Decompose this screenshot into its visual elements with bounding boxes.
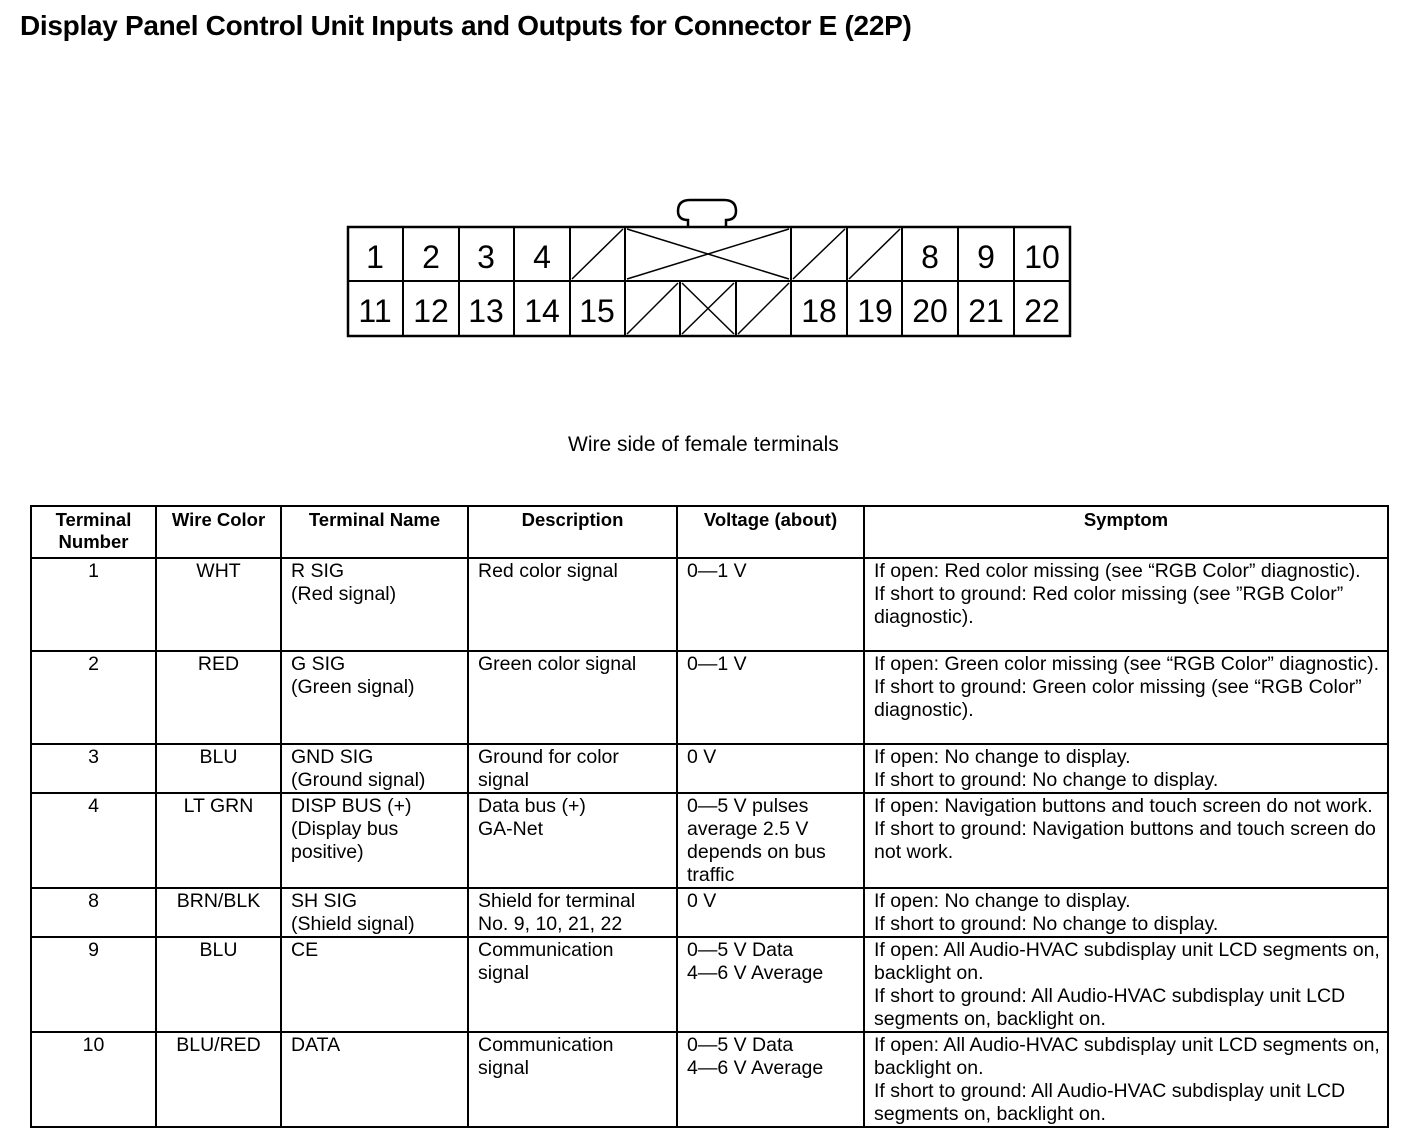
cell-terminal: 1 xyxy=(31,558,156,651)
cell-terminal: 8 xyxy=(31,888,156,937)
header-voltage: Voltage (about) xyxy=(677,506,864,558)
cell-terminal-name: G SIG (Green signal) xyxy=(281,651,468,744)
table-header-row xyxy=(31,506,1388,558)
table-row xyxy=(31,651,1388,744)
header-symptom: Symptom xyxy=(864,506,1388,558)
cell-voltage: 0 V xyxy=(677,744,864,793)
io-table xyxy=(30,505,1389,1128)
table-row xyxy=(31,793,1388,888)
cell-description: Communication signal xyxy=(468,1032,677,1127)
pin-label: 8 xyxy=(921,239,939,275)
cell-voltage: 0—5 V Data 4—6 V Average xyxy=(677,1032,864,1127)
connector-empty-cavities-bottom xyxy=(627,283,789,334)
page-title: Display Panel Control Unit Inputs and Outputs for Connector E (22P) xyxy=(20,10,912,41)
cell-voltage: 0—5 V Data 4—6 V Average xyxy=(677,937,864,1032)
pin-label: 15 xyxy=(579,293,615,329)
pin-label: 4 xyxy=(533,239,551,275)
pin-label: 10 xyxy=(1024,239,1060,275)
cell-voltage: 0—5 V pulses average 2.5 V depends on bus traffic xyxy=(677,793,864,888)
connector-empty-cavities-top xyxy=(572,229,900,279)
cell-terminal-name: CE xyxy=(281,937,468,1032)
cell-description: Ground for color signal xyxy=(468,744,677,793)
cell-wire-color: BRN/BLK xyxy=(156,888,281,937)
header-wire-color: Wire Color xyxy=(156,506,281,558)
cell-symptom: If open: Red color missing (see “RGB Color” diagnostic). If short to ground: Red color missing (see ”RGB Color” diagnostic). xyxy=(864,558,1388,651)
table-row xyxy=(31,1032,1388,1127)
cell-wire-color: RED xyxy=(156,651,281,744)
pin-label: 1 xyxy=(366,239,384,275)
table-row xyxy=(31,744,1388,793)
table-row xyxy=(31,888,1388,937)
table-row xyxy=(31,937,1388,1032)
cell-wire-color: LT GRN xyxy=(156,793,281,888)
connector-bottom-pins xyxy=(358,293,1059,329)
cell-terminal: 9 xyxy=(31,937,156,1032)
cell-terminal-name: R SIG (Red signal) xyxy=(281,558,468,651)
cell-terminal: 10 xyxy=(31,1032,156,1127)
cell-terminal-name: DATA xyxy=(281,1032,468,1127)
table-row xyxy=(31,558,1388,651)
pin-label: 12 xyxy=(413,293,449,329)
pin-label: 11 xyxy=(358,293,392,329)
cell-symptom: If open: No change to display. If short to ground: No change to display. xyxy=(864,744,1388,793)
connector-latch xyxy=(678,200,736,227)
header-description: Description xyxy=(468,506,677,558)
cell-terminal-name: GND SIG (Ground signal) xyxy=(281,744,468,793)
pin-label: 2 xyxy=(422,239,440,275)
cell-wire-color: BLU/RED xyxy=(156,1032,281,1127)
cell-symptom: If open: No change to display. If short to ground: No change to display. xyxy=(864,888,1388,937)
pin-label: 21 xyxy=(968,293,1004,329)
cell-symptom: If open: Navigation buttons and touch screen do not work. If short to ground: Navigation buttons and touch screen do not work. xyxy=(864,793,1388,888)
pin-label: 13 xyxy=(468,293,504,329)
pin-label: 18 xyxy=(801,293,837,329)
cell-description: Data bus (+) GA-Net xyxy=(468,793,677,888)
cell-terminal: 2 xyxy=(31,651,156,744)
cell-terminal: 4 xyxy=(31,793,156,888)
cell-wire-color: BLU xyxy=(156,937,281,1032)
header-terminal-name: Terminal Name xyxy=(281,506,468,558)
cell-voltage: 0—1 V xyxy=(677,651,864,744)
connector-diagram xyxy=(340,190,1080,340)
cell-wire-color: BLU xyxy=(156,744,281,793)
cell-symptom: If open: Green color missing (see “RGB Color” diagnostic). If short to ground: Green color missing (see “RGB Color” diagnostic). xyxy=(864,651,1388,744)
cell-voltage: 0—1 V xyxy=(677,558,864,651)
cell-symptom: If open: All Audio-HVAC subdisplay unit LCD segments on, backlight on. If short to ground: All Audio-HVAC subdisplay unit LCD segments on, backlight on. xyxy=(864,1032,1388,1127)
cell-description: Communication signal xyxy=(468,937,677,1032)
cell-terminal-name: DISP BUS (+) (Display bus positive) xyxy=(281,793,468,888)
cell-symptom: If open: All Audio-HVAC subdisplay unit LCD segments on, backlight on. If short to ground: All Audio-HVAC subdisplay unit LCD segments on, backlight on. xyxy=(864,937,1388,1032)
pin-label: 20 xyxy=(912,293,948,329)
pin-label: 22 xyxy=(1024,293,1060,329)
pin-label: 14 xyxy=(524,293,560,329)
cell-description: Shield for terminal No. 9, 10, 21, 22 xyxy=(468,888,677,937)
pin-label: 3 xyxy=(477,239,495,275)
pin-label: 9 xyxy=(977,239,995,275)
cell-description: Green color signal xyxy=(468,651,677,744)
header-terminal-number: Terminal Number xyxy=(31,506,156,558)
connector-top-pins xyxy=(366,239,1060,275)
pin-label: 19 xyxy=(857,293,893,329)
cell-wire-color: WHT xyxy=(156,558,281,651)
cell-description: Red color signal xyxy=(468,558,677,651)
cell-terminal-name: SH SIG (Shield signal) xyxy=(281,888,468,937)
connector-caption: Wire side of female terminals xyxy=(568,433,839,456)
cell-voltage: 0 V xyxy=(677,888,864,937)
cell-terminal: 3 xyxy=(31,744,156,793)
